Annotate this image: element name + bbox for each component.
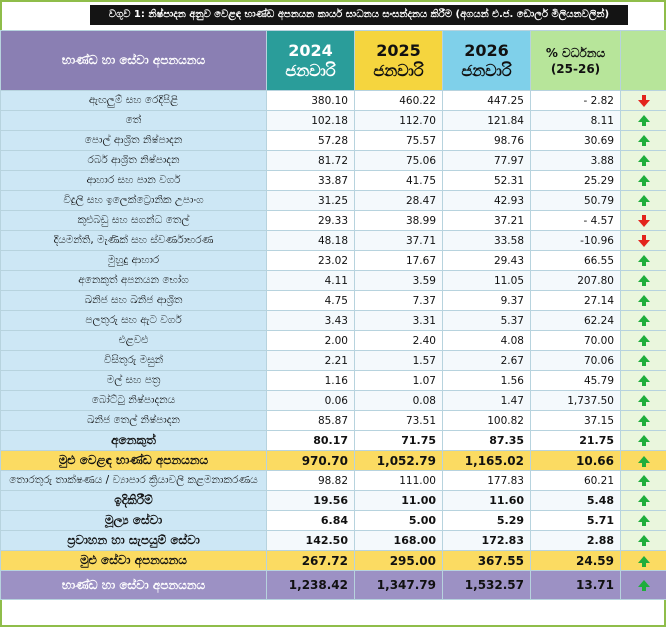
growth-value: -10.96 — [531, 231, 621, 251]
trend-cell — [621, 411, 666, 431]
trend-cell — [621, 151, 666, 171]
value-2026: 177.83 — [443, 471, 531, 491]
value-2024: 970.70 — [267, 451, 355, 471]
value-2024: 80.17 — [267, 431, 355, 451]
value-2026: 52.31 — [443, 171, 531, 191]
value-2024: 2.00 — [267, 331, 355, 351]
table-row — [1, 271, 666, 291]
value-2026: 100.82 — [443, 411, 531, 431]
row-label: රබර් ආශ්‍රිත නිෂ්පාදන — [1, 151, 267, 171]
growth-value: 70.06 — [531, 351, 621, 371]
value-2026: 5.29 — [443, 511, 531, 531]
row-label: තේ — [1, 111, 267, 131]
value-2026: 29.43 — [443, 251, 531, 271]
trend-cell — [621, 331, 666, 351]
trend-cell — [621, 531, 666, 551]
header-2024-year: 2024 — [288, 40, 333, 60]
value-2024: 1.16 — [267, 371, 355, 391]
value-2025: 111.00 — [355, 471, 443, 491]
table-row — [1, 231, 666, 251]
header-growth — [531, 31, 621, 91]
growth-value: 37.15 — [531, 411, 621, 431]
growth-value: 70.00 — [531, 331, 621, 351]
table-body — [1, 91, 666, 600]
value-2026: 33.58 — [443, 231, 531, 251]
header-2025-year: 2025 — [376, 40, 421, 60]
row-label: භාණ්ඩ හා සේවා අපනයනය — [1, 571, 267, 600]
row-label: කුළුබඩු සහ සගන්ධ තෙල් — [1, 211, 267, 231]
service-total-row — [1, 551, 666, 571]
value-2025: 1,347.79 — [355, 571, 443, 600]
up-arrow-icon — [638, 135, 650, 142]
header-2026-month: ජනවාරි — [461, 60, 512, 80]
row-label: ඉදිකිරීම් — [1, 491, 267, 511]
up-arrow-icon — [638, 515, 650, 522]
growth-value: 24.59 — [531, 551, 621, 571]
down-arrow-icon — [638, 100, 650, 107]
trend-cell — [621, 371, 666, 391]
value-2026: 367.55 — [443, 551, 531, 571]
value-2024: 267.72 — [267, 551, 355, 571]
growth-value: 207.80 — [531, 271, 621, 291]
value-2026: 87.35 — [443, 431, 531, 451]
growth-value: - 2.82 — [531, 91, 621, 111]
value-2025: 3.31 — [355, 311, 443, 331]
value-2026: 1.47 — [443, 391, 531, 411]
up-arrow-icon — [638, 415, 650, 422]
value-2025: 1,052.79 — [355, 451, 443, 471]
growth-value: 2.88 — [531, 531, 621, 551]
value-2024: 2.21 — [267, 351, 355, 371]
service-row — [1, 531, 666, 551]
trend-cell — [621, 471, 666, 491]
value-2026: 37.21 — [443, 211, 531, 231]
growth-value: 45.79 — [531, 371, 621, 391]
growth-value: 30.69 — [531, 131, 621, 151]
trend-cell — [621, 391, 666, 411]
table-row — [1, 311, 666, 331]
trend-cell — [621, 291, 666, 311]
up-arrow-icon — [638, 315, 650, 322]
up-arrow-icon — [638, 155, 650, 162]
up-arrow-icon — [638, 295, 650, 302]
table-row — [1, 211, 666, 231]
value-2026: 447.25 — [443, 91, 531, 111]
value-2025: 11.00 — [355, 491, 443, 511]
row-label: මුහුදු ආහාර — [1, 251, 267, 271]
header-growth-line1: % වර්ධනය — [545, 45, 606, 60]
other-row — [1, 431, 666, 451]
table-row — [1, 291, 666, 311]
growth-value: - 4.57 — [531, 211, 621, 231]
value-2024: 23.02 — [267, 251, 355, 271]
up-arrow-icon — [638, 275, 650, 282]
value-2024: 29.33 — [267, 211, 355, 231]
value-2026: 2.67 — [443, 351, 531, 371]
value-2024: 19.56 — [267, 491, 355, 511]
trend-cell — [621, 431, 666, 451]
header-2025 — [355, 31, 443, 91]
up-arrow-icon — [638, 535, 650, 542]
value-2025: 1.57 — [355, 351, 443, 371]
row-label: ආහාර සහ පාන වර්ග — [1, 171, 267, 191]
row-label: අනෙකුත් — [1, 431, 267, 451]
table-row — [1, 391, 666, 411]
table-row — [1, 171, 666, 191]
value-2026: 1,165.02 — [443, 451, 531, 471]
value-2025: 7.37 — [355, 291, 443, 311]
trend-cell — [621, 131, 666, 151]
value-2026: 5.37 — [443, 311, 531, 331]
growth-value: 60.21 — [531, 471, 621, 491]
row-label: මුළු සේවා අපනයනය — [1, 551, 267, 571]
value-2024: 48.18 — [267, 231, 355, 251]
row-label: ඛනිජ සහ ඛනිජ ආශ්‍රිත — [1, 291, 267, 311]
row-label: බෝට්ටු නිෂ්පාදනය — [1, 391, 267, 411]
trend-cell — [621, 271, 666, 291]
value-2024: 142.50 — [267, 531, 355, 551]
value-2026: 11.60 — [443, 491, 531, 511]
value-2026: 1.56 — [443, 371, 531, 391]
value-2024: 380.10 — [267, 91, 355, 111]
trend-cell — [621, 91, 666, 111]
row-label: තොරතුරු තාක්ෂණය / ව්‍යාපාර ක්‍රියාවලි කළමනාකරණය — [1, 471, 267, 491]
header-growth-line2: (25-26) — [550, 61, 601, 76]
value-2025: 168.00 — [355, 531, 443, 551]
growth-value: 25.29 — [531, 171, 621, 191]
service-row — [1, 491, 666, 511]
up-arrow-icon — [638, 255, 650, 262]
value-2026: 1,532.57 — [443, 571, 531, 600]
up-arrow-icon — [638, 375, 650, 382]
growth-value: 3.88 — [531, 151, 621, 171]
table-row — [1, 131, 666, 151]
value-2026: 4.08 — [443, 331, 531, 351]
row-label: අනෙකුත් අපනයන භෝග — [1, 271, 267, 291]
trend-cell — [621, 111, 666, 131]
growth-value: 5.71 — [531, 511, 621, 531]
table-row — [1, 111, 666, 131]
value-2025: 17.67 — [355, 251, 443, 271]
row-label: ඛනිජ තෙල් නිෂ්පාදන — [1, 411, 267, 431]
service-row — [1, 471, 666, 491]
header-2025-month: ජනවාරි — [373, 60, 424, 80]
trend-cell — [621, 511, 666, 531]
table-row — [1, 371, 666, 391]
value-2026: 9.37 — [443, 291, 531, 311]
up-arrow-icon — [638, 355, 650, 362]
table-row — [1, 331, 666, 351]
value-2024: 3.43 — [267, 311, 355, 331]
value-2025: 38.99 — [355, 211, 443, 231]
growth-value: 1,737.50 — [531, 391, 621, 411]
value-2025: 75.57 — [355, 131, 443, 151]
row-label: පොල් ආශ්‍රිත නිෂ්පාදන — [1, 131, 267, 151]
up-arrow-icon — [638, 495, 650, 502]
growth-value: 62.24 — [531, 311, 621, 331]
row-label: පලතුරු සහ ඇට වර්ග — [1, 311, 267, 331]
up-arrow-icon — [638, 580, 650, 587]
value-2025: 112.70 — [355, 111, 443, 131]
header-2024 — [267, 31, 355, 91]
value-2024: 57.28 — [267, 131, 355, 151]
value-2025: 2.40 — [355, 331, 443, 351]
value-2025: 3.59 — [355, 271, 443, 291]
value-2024: 1,238.42 — [267, 571, 355, 600]
up-arrow-icon — [638, 435, 650, 442]
trend-cell — [621, 211, 666, 231]
trend-cell — [621, 491, 666, 511]
value-2026: 172.83 — [443, 531, 531, 551]
down-arrow-icon — [638, 240, 650, 247]
down-arrow-icon — [638, 220, 650, 227]
value-2024: 85.87 — [267, 411, 355, 431]
trend-cell — [621, 191, 666, 211]
trend-cell — [621, 551, 666, 571]
service-row — [1, 511, 666, 531]
value-2026: 77.97 — [443, 151, 531, 171]
value-2025: 295.00 — [355, 551, 443, 571]
growth-value: 27.14 — [531, 291, 621, 311]
value-2025: 73.51 — [355, 411, 443, 431]
value-2024: 4.75 — [267, 291, 355, 311]
value-2026: 121.84 — [443, 111, 531, 131]
trend-cell — [621, 351, 666, 371]
header-trend — [621, 31, 666, 91]
up-arrow-icon — [638, 195, 650, 202]
value-2024: 102.18 — [267, 111, 355, 131]
goods-total-row — [1, 451, 666, 471]
value-2024: 31.25 — [267, 191, 355, 211]
value-2025: 41.75 — [355, 171, 443, 191]
value-2025: 5.00 — [355, 511, 443, 531]
row-label: විසිතුරු මසුන් — [1, 351, 267, 371]
trend-cell — [621, 311, 666, 331]
value-2024: 6.84 — [267, 511, 355, 531]
value-2024: 4.11 — [267, 271, 355, 291]
row-label: විදුලි සහ ඉලෙක්ට්‍රොනික උපාංග — [1, 191, 267, 211]
trend-cell — [621, 251, 666, 271]
row-label: දියමන්ති, මැණික් සහ ස්වර්ණාභරණ — [1, 231, 267, 251]
table-row — [1, 251, 666, 271]
header-row — [1, 31, 666, 91]
value-2025: 460.22 — [355, 91, 443, 111]
up-arrow-icon — [638, 556, 650, 563]
row-label: ප්‍රවාහන හා සැපයුම් සේවා — [1, 531, 267, 551]
up-arrow-icon — [638, 175, 650, 182]
up-arrow-icon — [638, 115, 650, 122]
grand-total-row — [1, 571, 666, 600]
up-arrow-icon — [638, 456, 650, 463]
value-2026: 98.76 — [443, 131, 531, 151]
table-title: වගුව 1: නිෂ්පාදන අනුව වෙළඳ භාණ්ඩ අපනයන කාර්ය සාධනය සංසන්දනය කිරීම (අගයන් එ.ජ. ඩොලර් මිලියනවලින්) — [90, 5, 628, 25]
up-arrow-icon — [638, 335, 650, 342]
growth-value: 8.11 — [531, 111, 621, 131]
growth-value: 50.79 — [531, 191, 621, 211]
value-2025: 75.06 — [355, 151, 443, 171]
value-2025: 71.75 — [355, 431, 443, 451]
value-2024: 0.06 — [267, 391, 355, 411]
value-2024: 81.72 — [267, 151, 355, 171]
table-row — [1, 351, 666, 371]
value-2026: 42.93 — [443, 191, 531, 211]
trend-cell — [621, 171, 666, 191]
growth-value: 10.66 — [531, 451, 621, 471]
value-2025: 28.47 — [355, 191, 443, 211]
table-row — [1, 411, 666, 431]
header-2026 — [443, 31, 531, 91]
up-arrow-icon — [638, 395, 650, 402]
growth-value: 66.55 — [531, 251, 621, 271]
row-label: ඇඟලුම් සහ රෙදිපිළි — [1, 91, 267, 111]
value-2025: 37.71 — [355, 231, 443, 251]
table-row — [1, 151, 666, 171]
value-2025: 0.08 — [355, 391, 443, 411]
row-label: මූල්‍ය සේවා — [1, 511, 267, 531]
header-2026-year: 2026 — [464, 40, 509, 60]
trend-cell — [621, 571, 666, 600]
row-label: මල් සහ පත්‍ර — [1, 371, 267, 391]
row-label: එළවළු — [1, 331, 267, 351]
trend-cell — [621, 231, 666, 251]
trend-cell — [621, 451, 666, 471]
growth-value: 21.75 — [531, 431, 621, 451]
header-2024-month: ජනවාරි — [285, 60, 336, 80]
table-row — [1, 191, 666, 211]
value-2024: 98.82 — [267, 471, 355, 491]
export-table — [0, 30, 666, 600]
row-label: මුළු වෙළඳ භාණ්ඩ අපනයනය — [1, 451, 267, 471]
header-label: භාණ්ඩ හා සේවා අපනයනය — [1, 31, 267, 91]
up-arrow-icon — [638, 475, 650, 482]
table-row — [1, 91, 666, 111]
growth-value: 13.71 — [531, 571, 621, 600]
growth-value: 5.48 — [531, 491, 621, 511]
value-2024: 33.87 — [267, 171, 355, 191]
value-2026: 11.05 — [443, 271, 531, 291]
value-2025: 1.07 — [355, 371, 443, 391]
